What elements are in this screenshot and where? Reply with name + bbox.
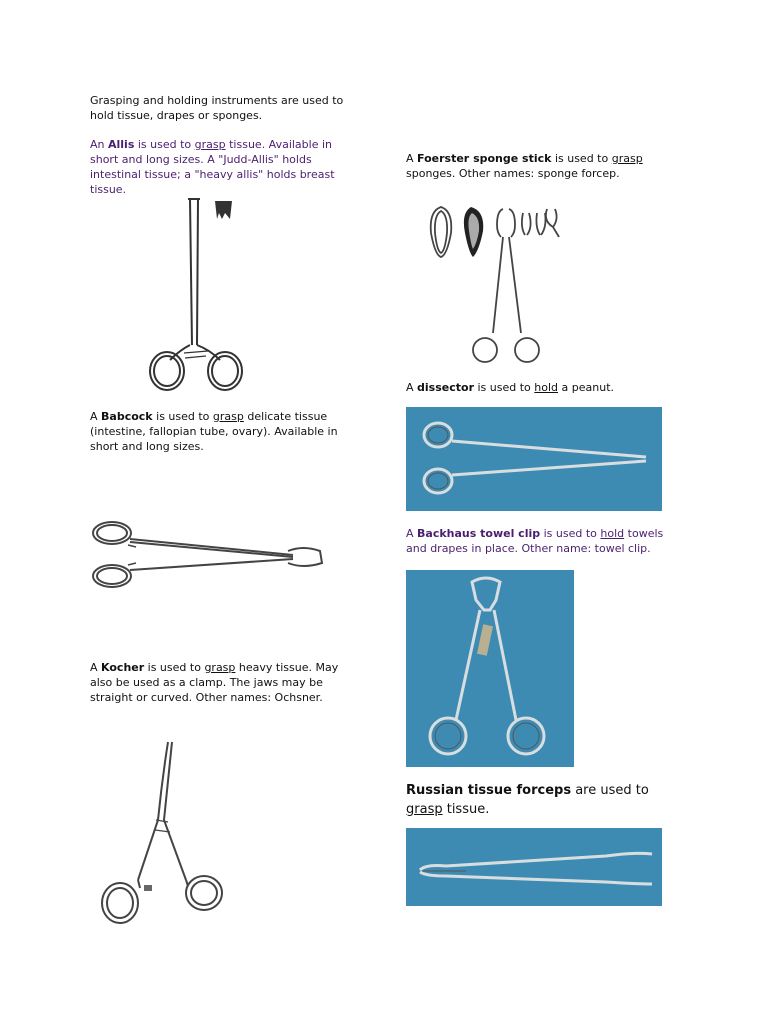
babcock-name: Babcock [101, 410, 153, 423]
backhaus-a: A [406, 527, 418, 540]
babcock-c: delicate tissue (intestine, fallopian tube, ovary). Available in short and long sizes. [90, 410, 338, 453]
dissector-b: is used to [474, 381, 535, 394]
allis-b: is used to [134, 138, 195, 151]
dissector-c: a peanut. [558, 381, 615, 394]
babcock-description [90, 409, 360, 454]
kocher-b: is used to [144, 661, 205, 674]
backhaus-name: Backhaus towel clip [417, 527, 541, 540]
kocher-description [90, 660, 360, 705]
babcock-a: A [90, 410, 102, 423]
foerster-verb: grasp [611, 152, 643, 165]
backhaus-verb: hold [600, 527, 625, 540]
intro-text: Grasping and holding instruments are used to hold tissue, drapes or sponges. [90, 94, 344, 122]
dissector-photo [406, 407, 662, 511]
dissector-description [406, 380, 671, 395]
russian-name: Russian tissue forceps [406, 783, 572, 798]
backhaus-towel-clip-photo [406, 570, 574, 767]
dissector-name: dissector [417, 381, 474, 394]
russian-c: tissue. [442, 802, 490, 817]
kocher-a: A [90, 661, 102, 674]
russian-b: are used to [571, 783, 649, 798]
foerster-name: Foerster sponge stick [417, 152, 552, 165]
allis-description [90, 137, 360, 197]
foerster-c: sponges. Other names: sponge forcep. [406, 167, 620, 180]
russian-description [406, 781, 671, 819]
foerster-sponge-stick-image [425, 203, 570, 368]
russian-forceps-photo [406, 828, 662, 906]
allis-verb: grasp [194, 138, 226, 151]
dissector-verb: hold [534, 381, 559, 394]
foerster-b: is used to [551, 152, 612, 165]
babcock-verb: grasp [212, 410, 244, 423]
backhaus-b: is used to [540, 527, 601, 540]
kocher-name: Kocher [101, 661, 145, 674]
allis-c: tissue. Available in short and long sizes. A "Judd-Allis" holds intestinal tissue; a "heavy allis" holds breast tissue. [90, 138, 335, 196]
backhaus-description [406, 526, 671, 556]
kocher-clamp-image [98, 740, 228, 930]
allis-a: An [90, 138, 108, 151]
allis-name: Allis [108, 138, 135, 151]
backhaus-c: towels and drapes in place. Other name: towel clip. [406, 527, 664, 555]
babcock-b: is used to [152, 410, 213, 423]
babcock-forceps-image [88, 517, 328, 592]
russian-verb: grasp [406, 802, 443, 817]
allis-clamp-image [140, 195, 270, 395]
dissector-a: A [406, 381, 418, 394]
foerster-a: A [406, 152, 418, 165]
foerster-description [406, 151, 671, 181]
kocher-verb: grasp [204, 661, 236, 674]
kocher-c: heavy tissue. May also be used as a clamp. The jaws may be straight or curved. Other names: Ochsner. [90, 661, 339, 704]
